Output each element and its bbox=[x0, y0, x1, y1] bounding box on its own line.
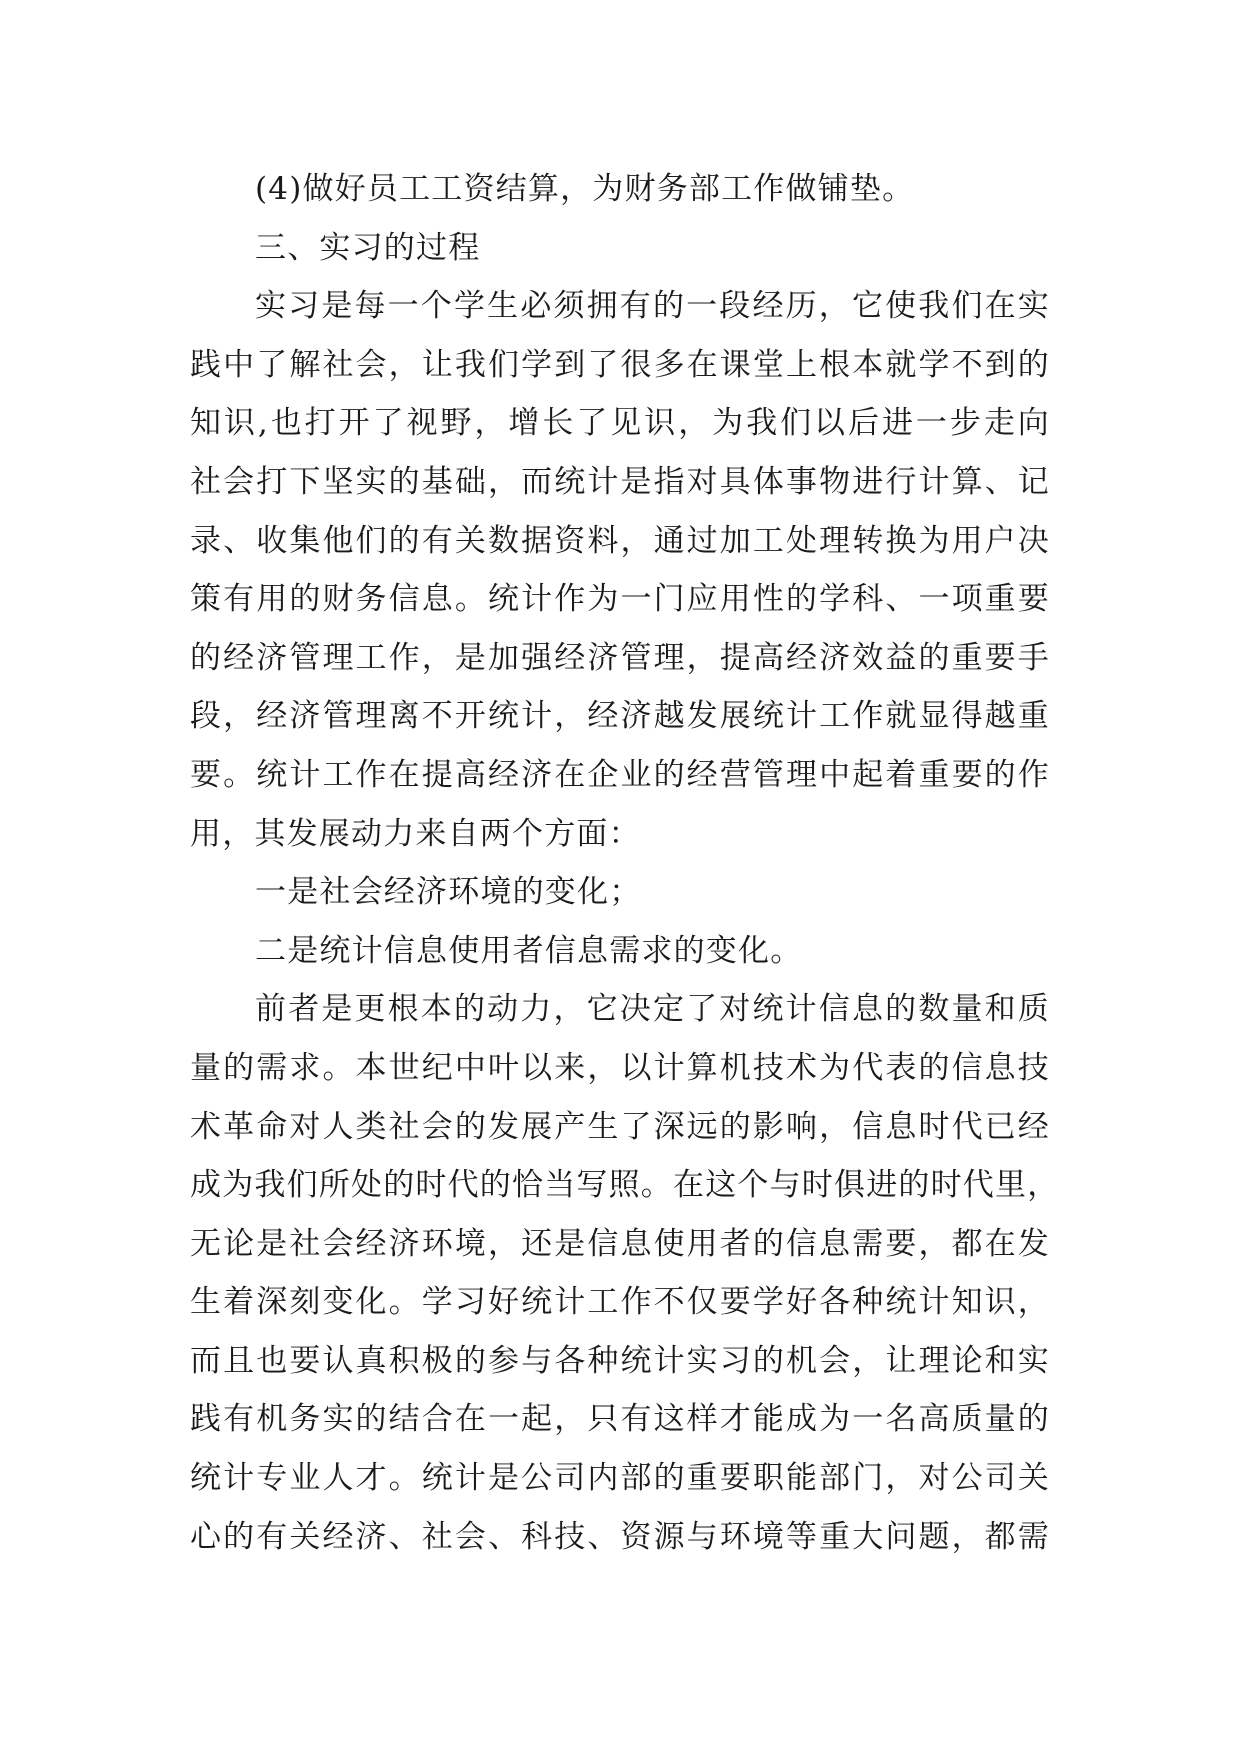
text-line-24: 心的有关经济、社会、科技、资源与环境等重大问题，都需 bbox=[190, 1518, 1050, 1555]
text-line-12: 用，其发展动力来自两个方面： bbox=[190, 815, 641, 852]
text-line-19: 无论是社会经济环境，还是信息使用者的信息需要，都在发 bbox=[190, 1225, 1050, 1262]
text-line-16: 量的需求。本世纪中叶以来，以计算机技术为代表的信息技 bbox=[190, 1049, 1050, 1086]
text-line-2: 三、实习的过程 bbox=[255, 229, 481, 266]
text-line-8: 策有用的财务信息。统计作为一门应用性的学科、一项重要 bbox=[190, 581, 1050, 618]
document-page bbox=[190, 160, 1060, 1566]
text-line-11: 要。统计工作在提高经济在企业的经营管理中起着重要的作 bbox=[190, 756, 1050, 793]
text-line-10: 段，经济管理离不开统计，经济越发展统计工作就显得越重 bbox=[190, 698, 1050, 735]
text-line-14: 二是统计信息使用者信息需求的变化。 bbox=[255, 932, 803, 969]
text-line-15: 前者是更根本的动力，它决定了对统计信息的数量和质 bbox=[255, 991, 1050, 1028]
text-line-7: 录、收集他们的有关数据资料，通过加工处理转换为用户决 bbox=[190, 522, 1050, 559]
text-line-21: 而且也要认真积极的参与各种统计实习的机会，让理论和实 bbox=[190, 1342, 1050, 1379]
text-line-1: (4)做好员工工资结算，为财务部工作做铺垫。 bbox=[255, 171, 915, 207]
text-line-9: 的经济管理工作，是加强经济管理，提高经济效益的重要手 bbox=[190, 639, 1050, 676]
text-line-17: 术革命对人类社会的发展产生了深远的影响，信息时代已经 bbox=[190, 1108, 1050, 1145]
text-line-4: 践中了解社会，让我们学到了很多在课堂上根本就学不到的 bbox=[190, 346, 1050, 383]
text-line-13: 一是社会经济环境的变化； bbox=[255, 874, 642, 911]
text-line-3: 实习是每一个学生必须拥有的一段经历，它使我们在实 bbox=[255, 288, 1050, 325]
text-line-6: 社会打下坚实的基础，而统计是指对具体事物进行计算、记 bbox=[190, 463, 1050, 500]
text-line-22: 践有机务实的结合在一起，只有这样才能成为一名高质量的 bbox=[190, 1401, 1050, 1438]
text-line-20: 生着深刻变化。学习好统计工作不仅要学好各种统计知识， bbox=[190, 1284, 1050, 1321]
text-line-5: 知识,也打开了视野，增长了见识，为我们以后进一步走向 bbox=[190, 405, 1050, 442]
text-line-18: 成为我们所处的时代的恰当写照。在这个与时俱进的时代里， bbox=[190, 1167, 1060, 1204]
text-line-23: 统计专业人才。统计是公司内部的重要职能部门，对公司关 bbox=[190, 1460, 1050, 1497]
